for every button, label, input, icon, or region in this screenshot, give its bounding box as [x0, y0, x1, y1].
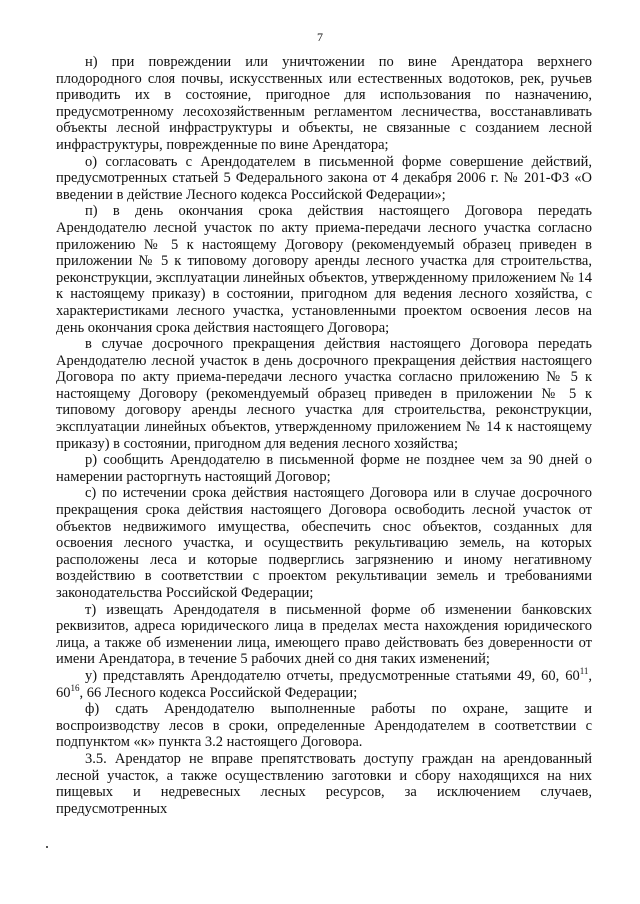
document-body [56, 54, 592, 817]
paragraph-p: п) в день окончания срока действия настоящего Договора передать Арендодателю лесной участок по акту приема-передачи лесного участка согласно приложению № 5 к настоящему Договору (рекомендуемый образец приведен в приложении № 5 к типовому договору аренды лесного участка для строительства, реконструкции, эксплуатации линейных объектов, утвержденному приложением № 14 к настоящему приказу) в состоянии, пригодном для ведения лесного хозяйства, с характеристиками лесного участка, установленными проектом освоения лесов на день окончания срока действия настоящего Договора; [56, 203, 592, 336]
paragraph-u-sup-1: 11 [579, 665, 589, 676]
paragraph-f: ф) сдать Арендодателю выполненные работы по охране, защите и воспроизводству лесов в сроки, определенные Арендодателем в соответствии с подпунктом «к» пункта 3.2 настоящего Договора. [56, 701, 592, 751]
paragraph-3-5: 3.5. Арендатор не вправе препятствовать доступу граждан на арендованный лесной участок, а также осуществлению заготовки и сбору находящихся на них пищевых и недревесных лесных ресурсов, за исключением случаев, предусмотренных [56, 750, 592, 817]
paragraph-u-text-3: , 66 Лесного кодекса Российской Федерации; [79, 684, 358, 701]
paragraph-u-text-1: у) представлять Арендодателю отчеты, предусмотренные статьями 49, 60, 60 [85, 667, 580, 684]
paragraph-t: т) извещать Арендодателя в письменной форме об изменении банковских реквизитов, адреса юридического лица в пределах места нахождения юридического лица, а также об изменении лица, имеющего право действовать без доверенности от имени Арендатора, в течение 5 рабочих дней со дня таких изменений; [56, 601, 592, 668]
paragraph-o: о) согласовать с Арендодателем в письменной форме совершение действий, предусмотренных статьей 5 Федерального закона от 4 декабря 2006 г. № 201-ФЗ «О введении в действие Лесного кодекса Российской Федерации»; [56, 153, 592, 203]
paragraph-s: с) по истечении срока действия настоящего Договора или в случае досрочного прекращения срока действия настоящего Договора освободить лесной участок от объектов недвижимого имущества, обеспечить снос объектов, созданных для освоения лесного участка, и осуществить рекультивацию земель, на которых расположены леса и которые подверглись загрязнению и иному негативному воздействию в соответствии с проектом рекультивации земель и требованиями законодательства Российской Федерации; [56, 485, 592, 601]
paragraph-early-termination: в случае досрочного прекращения действия настоящего Договора передать Арендодателю лесной участок в день досрочного прекращения действия настоящего Договора по акту приема-передачи лесного участка согласно приложению № 5 к настоящему Договору (рекомендуемый образец приведен в приложении № 5 к типовому договору аренды лесного участка для строительства, реконструкции, эксплуатации линейных объектов, утвержденному приложением № 14 к настоящему приказу) в состоянии, пригодном для ведения лесного хозяйства; [56, 336, 592, 452]
paragraph-n: н) при повреждении или уничтожении по вине Арендатора верхнего плодородного слоя почвы, искусственных или естественных водотоков, рек, ручьев приводить их в состояние, пригодное для использования по назначению, предусмотренному лесохозяйственным регламентом лесничества, восстанавливать объекты лесной инфраструктуры и объекты, не связанные с созданием лесной инфраструктуры, поврежденные по вине Арендатора; [56, 54, 592, 153]
paragraph-u-text-2: , 60 [56, 667, 592, 701]
scan-dot-mark [46, 846, 48, 848]
paragraph-r: р) сообщить Арендодателю в письменной форме не позднее чем за 90 дней о намерении расторгнуть настоящий Договор; [56, 452, 592, 485]
page-number: 7 [317, 30, 323, 44]
paragraph-u [56, 665, 592, 701]
paragraph-u-sup-2: 16 [70, 682, 80, 693]
